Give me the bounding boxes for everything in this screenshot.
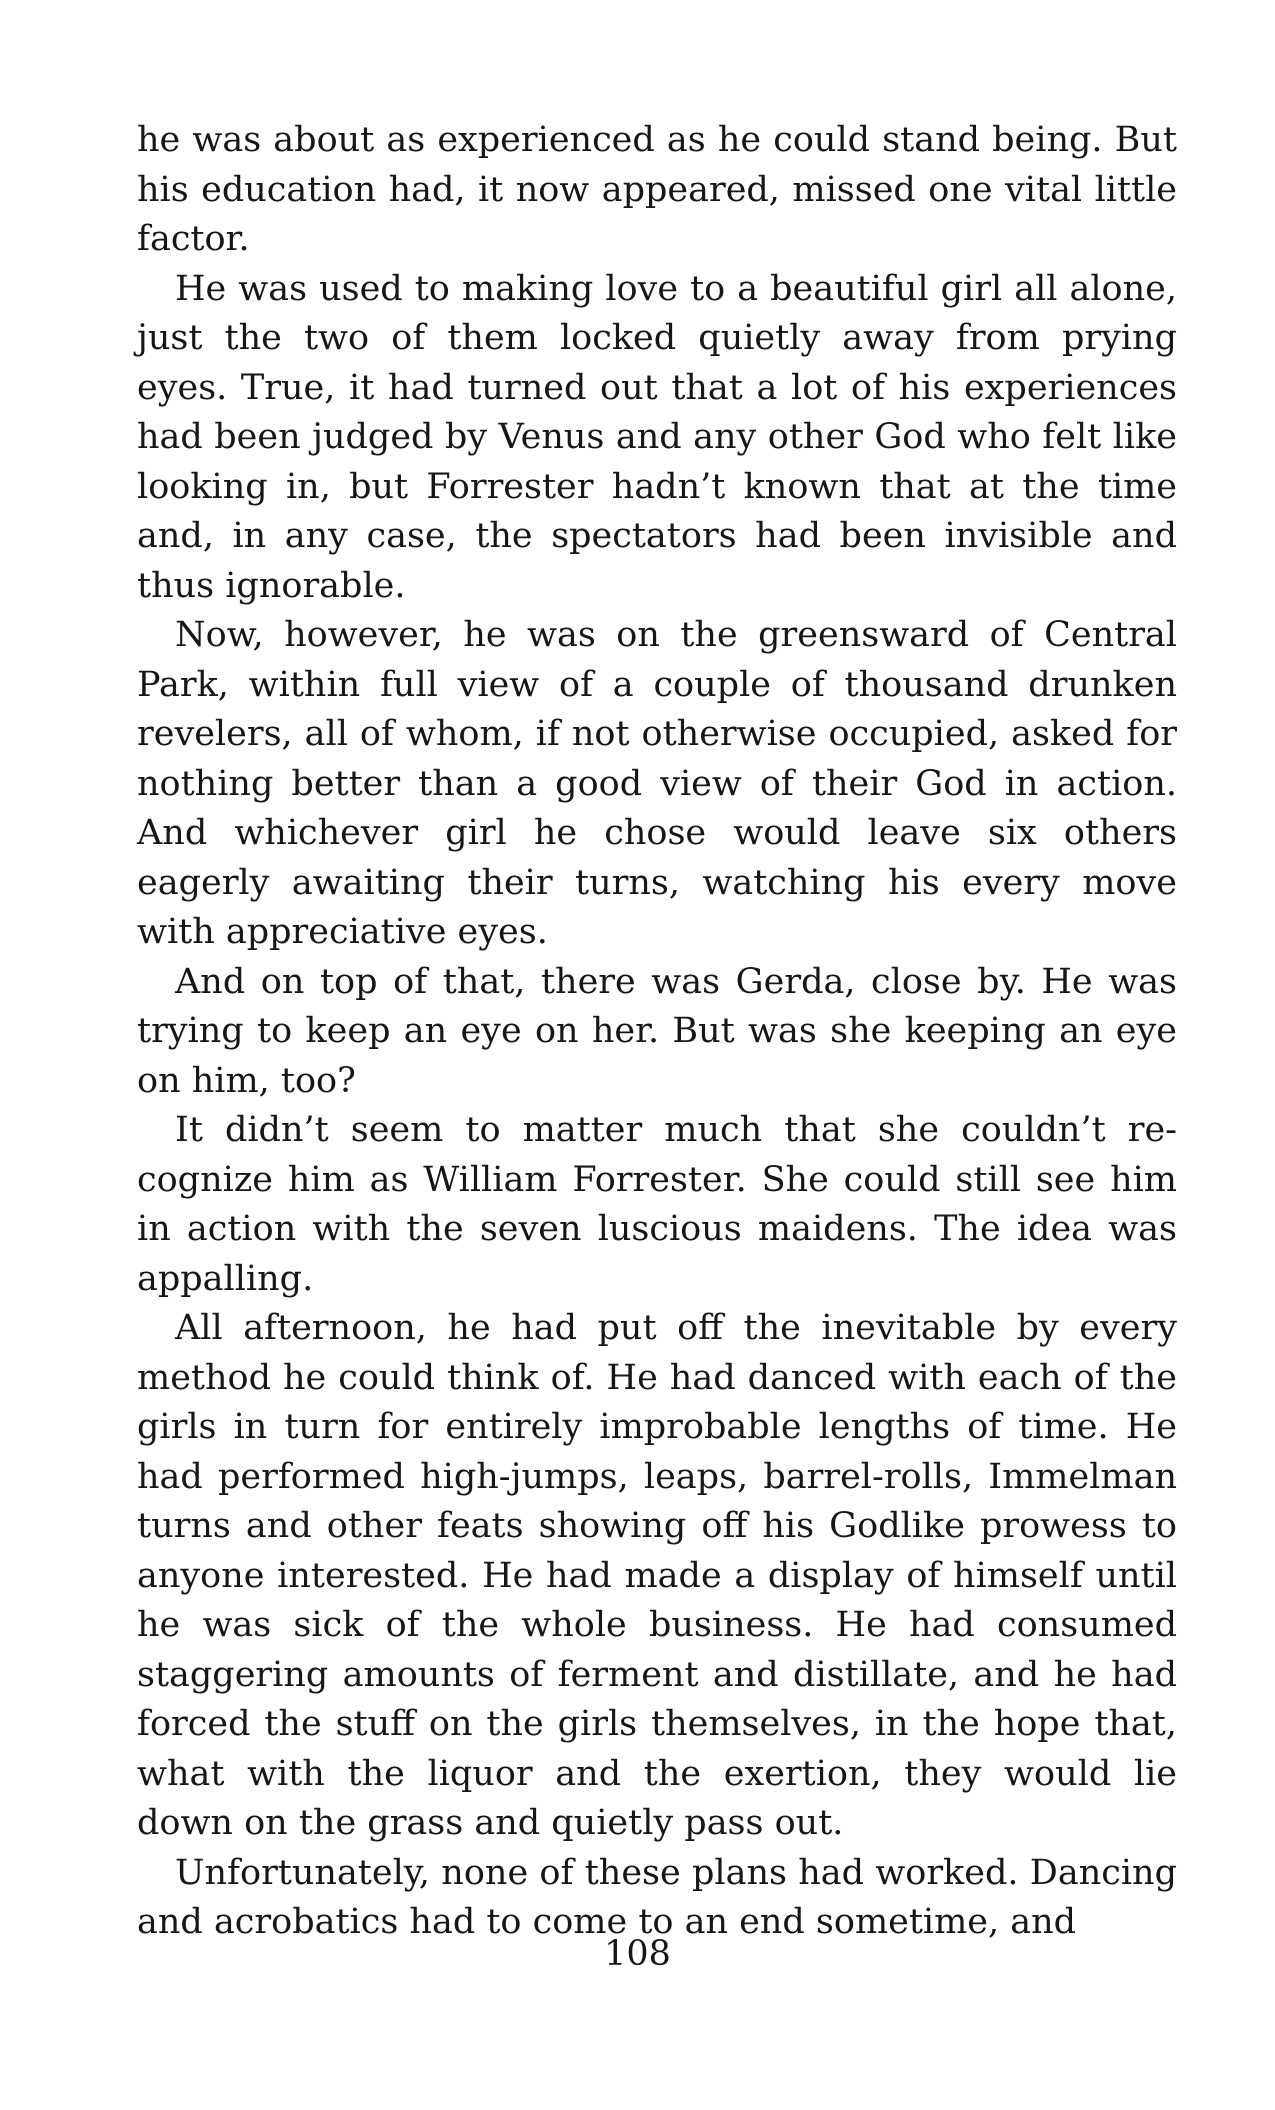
body-text [137, 116, 1177, 1948]
paragraph: he was about as experienced as he could stand being. But his education had, it now appeared, missed one vital little factor. [137, 120, 1177, 259]
paragraph: Now, however, he was on the greensward of Central Park, within full view of a couple of thousand drunken revelers, all of whom, if not otherwise occupied, asked for nothing better than a good view of their God in action. And whichever girl he chose would leave six others eagerly awaiting their turns, watching his every move with appreciative eyes. [137, 615, 1177, 952]
paragraph: It didn’t seem to matter much that she couldn’t recognize him as William Forrester. She could still see him in action with the seven luscious maidens. The idea was appalling. [137, 1110, 1177, 1299]
paragraph: Unfortunately, none of these plans had worked. Dancing and acrobatics had to come to an end sometime, and [137, 1852, 1177, 1942]
paragraph: And on top of that, there was Gerda, close by. He was trying to keep an eye on her. But was she keeping an eye on him, too? [137, 961, 1177, 1101]
paragraph: All afternoon, he had put off the inevitable by every method he could think of. He had danced with each of the girls in turn for entirely improbable lengths of time. He had performed high-jumps, leaps, barrel-rolls, Immelman turns and other feats showing off his Godlike prowess to anyone interested. He had made a display of himself until he was sick of the whole business. He had consumed staggering amounts of ferment and distillate, and he had forced the stuff on the girls themselves, in the hope that, what with the liquor and the exertion, they would lie down on the grass and quietly pass out. [137, 1308, 1177, 1843]
paragraph: He was used to making love to a beautiful girl all alone, just the two of them locked quietly away from prying eyes. True, it had turned out that a lot of his experiences had been judged by Venus and any other God who felt like looking in, but Forrester hadn’t known that at the time and, in any case, the spectators had been invisible and thus ignorable. [137, 268, 1177, 606]
page-number: 108 [604, 1934, 671, 1974]
